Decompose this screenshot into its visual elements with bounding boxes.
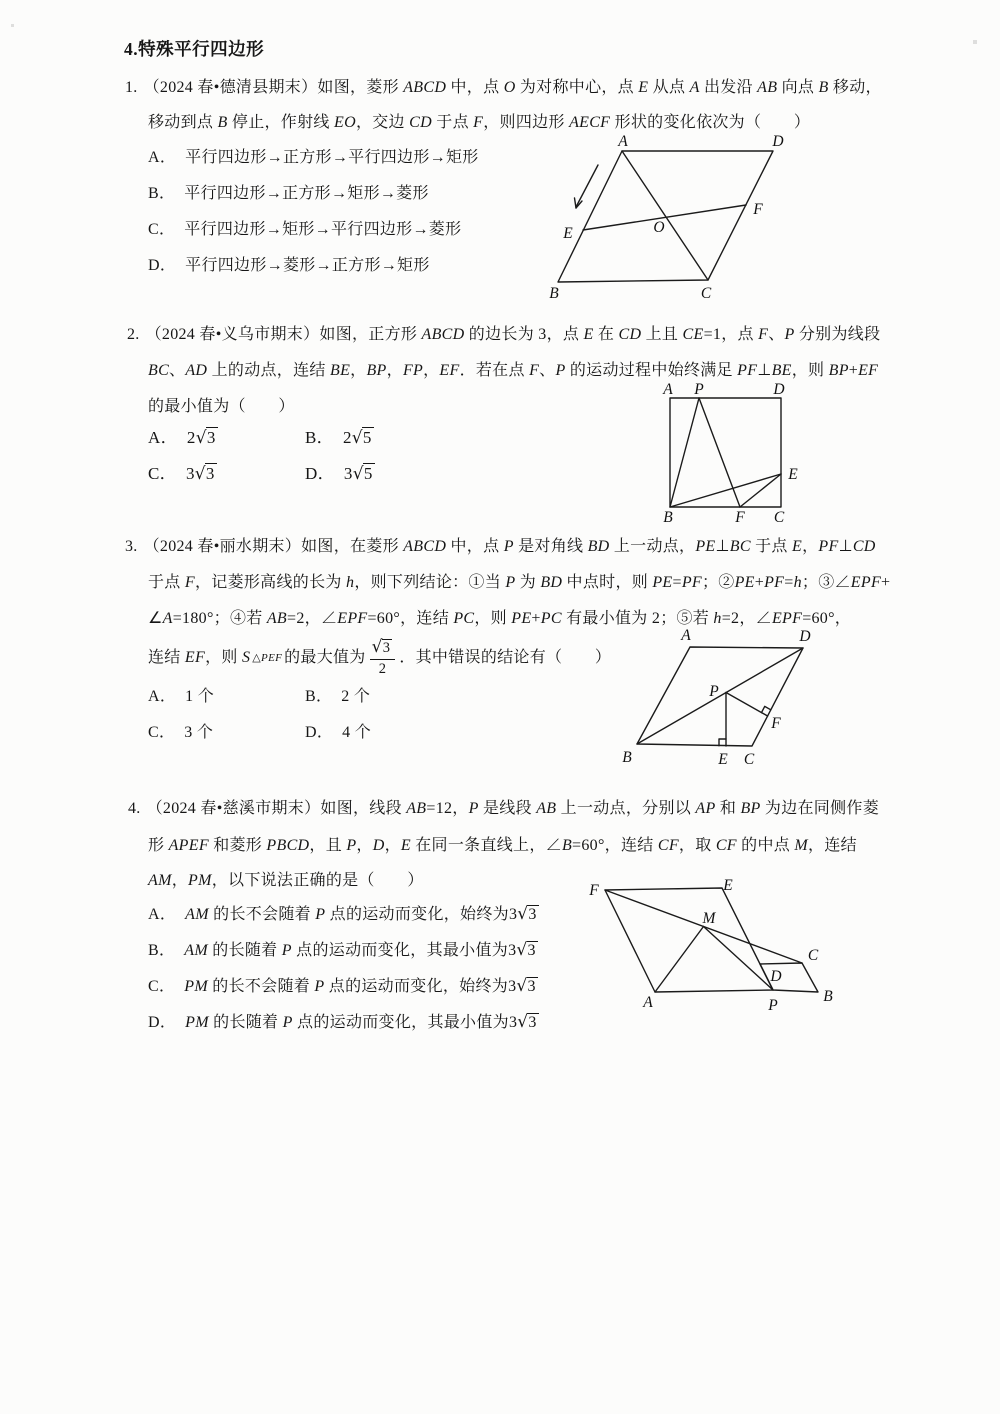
direction-arrow-icon: [576, 165, 598, 207]
problem-1-option-b: [148, 184, 429, 204]
vertex-label-b: B: [622, 749, 632, 766]
option-text: 2 个: [341, 688, 371, 705]
problem-4-line-3: [148, 871, 424, 891]
point-label-e: E: [563, 225, 573, 242]
segment-fe: [740, 474, 781, 507]
sqrt-icon: √: [195, 428, 207, 448]
problem-4-option-b: [148, 940, 538, 961]
problem-4-text: 形 APEF 和菱形 PBCD，且 P，D，E 在同一条直线上，∠B=60°，连结 CF，取 CF 的中点 M，连结: [148, 837, 857, 854]
vertex-label-a: A: [681, 627, 691, 644]
fraction-radicand: 3: [382, 640, 391, 657]
problem-4-number: 4.: [128, 800, 141, 817]
option-radicand: 5: [363, 464, 373, 483]
option-label: D．: [148, 1014, 177, 1031]
segment-pm: [704, 927, 774, 991]
problem-1-option-a: [148, 148, 479, 168]
square-edges: [670, 398, 781, 507]
problem-4-text: AM，PM，以下说法正确的是（ ）: [148, 872, 424, 889]
fraction-sqrt3-over-2: [370, 638, 396, 677]
problem-2-option-c: [148, 464, 217, 484]
option-label: B．: [305, 428, 334, 447]
vertex-label-b: B: [549, 285, 559, 302]
rhombus-apef: [605, 888, 773, 992]
rhombus-pbcd: [760, 963, 818, 992]
problem-3-option-c: [148, 723, 213, 743]
sqrt-icon: √: [517, 1012, 529, 1032]
segment-bp: [670, 398, 699, 507]
option-coefficient: 2: [342, 428, 352, 447]
vertex-label-c: C: [700, 285, 712, 302]
problem-4-line-2: [148, 836, 857, 856]
option-coefficient: 2: [186, 428, 196, 447]
rhombi-edges: [605, 888, 818, 992]
scan-artifact: [973, 40, 977, 44]
vertex-label-a: A: [618, 133, 628, 150]
midpoint-label-m: M: [702, 910, 716, 927]
problem-1-option-d: [148, 256, 430, 276]
option-coefficient: 3: [343, 464, 353, 483]
option-label: B．: [148, 185, 176, 202]
point-label-f: F: [771, 715, 781, 732]
problem-3-line-1: [125, 537, 876, 557]
vertex-label-d: D: [799, 628, 811, 645]
option-label: A．: [148, 688, 177, 705]
diagram-problem-3-rhombus: [612, 622, 857, 772]
option-text: 3 个: [184, 724, 214, 741]
problem-3-text: 的最大值为: [284, 649, 366, 666]
option-text: AM 的长不会随着 P 点的运动而变化，始终为3: [185, 906, 518, 923]
segment-be: [670, 474, 781, 507]
option-label: A．: [148, 428, 178, 447]
sqrt-icon: √: [516, 940, 528, 960]
vertex-label-c: C: [807, 947, 819, 964]
option-text: 4 个: [342, 724, 372, 741]
option-text: PM 的长不会随着 P 点的运动而变化，始终为3: [184, 978, 517, 995]
problem-3-line-4: [148, 637, 612, 677]
page-title: 4.特殊平行四边形: [124, 39, 265, 59]
problem-2-text: 的最小值为（ ）: [148, 398, 295, 415]
problem-2-line-1: [127, 325, 880, 345]
option-text: 平行四边形→菱形→正方形→矩形: [185, 257, 430, 274]
segment-pf: [699, 398, 740, 507]
option-label: D．: [305, 464, 335, 483]
vertex-label-d: D: [772, 133, 784, 150]
scan-artifact: [11, 24, 14, 27]
vertex-label-c: C: [743, 751, 755, 768]
sqrt-icon: √: [371, 637, 383, 658]
sqrt-icon: √: [517, 904, 529, 924]
option-label: C．: [148, 221, 176, 238]
option-radicand: 3: [527, 942, 536, 959]
rhombus-edges: [558, 151, 773, 282]
problem-3-text: （2024 春•丽水期末）如图，在菱形 ABCD 中，点 P 是对角线 BD 上一动点，PE⊥BC 于点 E，PF⊥CD: [143, 538, 876, 555]
vertex-label-d: D: [773, 381, 785, 398]
option-text: 平行四边形→正方形→平行四边形→矩形: [185, 149, 479, 166]
problem-2-option-d: [305, 464, 375, 484]
problem-1-text: 移动到点 B 停止，作射线 EO，交边 CD 于点 F，则四边形 AECF 形状的变化依次为（ ）: [148, 114, 811, 131]
option-label: C．: [148, 978, 176, 995]
problem-3-line-2: [148, 573, 890, 593]
option-radicand: 3: [528, 906, 537, 923]
problem-2-text: BC、AD 上的动点，连结 BE，BP，FP，EF．若在点 F、P 的运动过程中始终满足 PF⊥BE，则 BP+EF: [148, 362, 879, 379]
option-text: AM 的长随着 P 点的运动而变化，其最小值为3: [184, 942, 517, 959]
problem-3-text: ∠A=180°；④若 AB=2，∠EPF=60°，连结 PC，则 PE+PC 有最小值为 2；⑤若 h=2，∠EPF=60°，: [148, 610, 852, 627]
direction-arrow-icon: [575, 198, 577, 208]
problem-4-line-1: [128, 799, 879, 819]
sqrt-icon: √: [351, 428, 363, 448]
problem-4-option-a: [148, 904, 539, 925]
problem-3-option-b: [305, 687, 370, 707]
point-label-e: E: [788, 466, 798, 483]
option-label: B．: [148, 942, 176, 959]
option-label: B．: [305, 688, 333, 705]
point-label-p: P: [768, 997, 778, 1014]
option-label: A．: [148, 906, 177, 923]
problem-2-option-a: [148, 428, 218, 448]
problem-4-text: （2024 春•慈溪市期末）如图，线段 AB=12，P 是线段 AB 上一动点，分别以 AP 和 BP 为边在同侧作菱: [146, 800, 879, 817]
point-label-p: P: [709, 683, 719, 700]
problem-3-text: 于点 F，记菱形高线的长为 h，则下列结论：①当 P 为 BD 中点时，则 PE=PF；②PE+PF=h；③∠EPF+: [148, 574, 891, 591]
center-label-o: O: [653, 219, 665, 236]
problem-4-option-d: [148, 1012, 539, 1033]
problem-3-text: ．其中错误的结论有（ ）: [399, 649, 612, 666]
sqrt-icon: √: [352, 464, 364, 484]
diagonal-ac: [622, 151, 708, 280]
option-radicand: 3: [527, 978, 536, 995]
fraction-denominator: 2: [378, 660, 387, 677]
vertex-label-e: E: [723, 877, 733, 894]
problem-2-line-3: [148, 397, 295, 417]
point-label-p: P: [694, 381, 704, 398]
problem-3-text: 连结 EF，则 S: [148, 649, 251, 666]
vertex-label-d: D: [770, 968, 782, 985]
problem-3-option-a: [148, 687, 214, 707]
option-text: 平行四边形→正方形→矩形→菱形: [184, 185, 429, 202]
problem-1-text: （2024 春•德清县期末）如图，菱形 ABCD 中，点 O 为对称中心，点 E 从点 A 出发沿 AB 向点 B 移动，: [143, 79, 882, 96]
problem-1-line-1: [125, 78, 882, 98]
option-radicand: 3: [206, 428, 216, 447]
diagram-problem-2-square: [653, 382, 805, 527]
option-label: A．: [148, 149, 177, 166]
point-label-e: E: [718, 751, 728, 768]
diagram-problem-4-rhombi: [583, 873, 845, 1015]
option-radicand: 3: [528, 1014, 537, 1031]
sqrt-icon: √: [516, 976, 528, 996]
problem-1-number: 1.: [125, 79, 138, 96]
vertex-label-f: F: [589, 882, 599, 899]
vertex-label-b: B: [823, 988, 833, 1005]
fraction-numerator: [370, 638, 396, 660]
option-label: C．: [148, 724, 176, 741]
segment-am: [655, 927, 704, 993]
problem-3-number: 3.: [125, 538, 138, 555]
option-label: D．: [148, 257, 177, 274]
problem-3-option-d: [305, 723, 371, 743]
vertex-label-b: B: [663, 509, 673, 526]
area-subscript: △PEF: [252, 652, 283, 664]
vertex-label-a: A: [643, 994, 653, 1011]
option-coefficient: 3: [185, 464, 195, 483]
point-label-f: F: [753, 201, 763, 218]
point-label-f: F: [735, 509, 745, 526]
problem-2-number: 2.: [127, 326, 140, 343]
vertex-label-c: C: [773, 509, 785, 526]
problem-2-line-2: [148, 361, 878, 381]
sqrt-icon: √: [194, 464, 206, 484]
option-radicand: 5: [362, 428, 372, 447]
option-text: 平行四边形→矩形→平行四边形→菱形: [184, 221, 462, 238]
option-label: C．: [148, 464, 177, 483]
problem-1-option-c: [148, 220, 461, 240]
problem-2-text: （2024 春•义乌市期末）如图，正方形 ABCD 的边长为 3，点 E 在 CD 上且 CE=1，点 F、P 分别为线段: [145, 326, 881, 343]
diagram-problem-1-rhombus: [545, 128, 795, 306]
problem-4-option-c: [148, 976, 538, 997]
option-text: 1 个: [185, 688, 215, 705]
option-label: D．: [305, 724, 334, 741]
option-text: PM 的长随着 P 点的运动而变化，其最小值为3: [185, 1014, 518, 1031]
option-radicand: 3: [205, 464, 215, 483]
vertex-label-a: A: [663, 381, 673, 398]
problem-2-option-b: [305, 428, 374, 448]
